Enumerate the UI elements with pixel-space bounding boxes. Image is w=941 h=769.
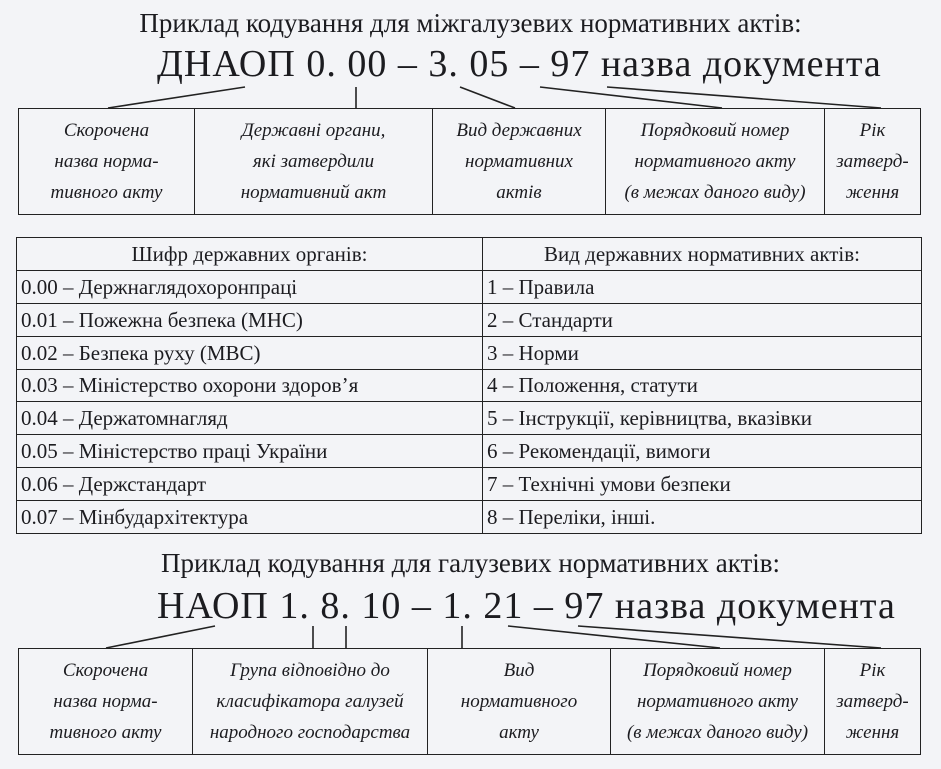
code1-prefix: ДНАОП <box>157 43 296 85</box>
table-cell: 2 – Стандарти <box>483 303 922 336</box>
table-cell: 0.01 – Пожежна безпека (МНС) <box>17 303 483 336</box>
code1-year: 97 <box>550 43 591 85</box>
code1-group3: 3. <box>428 43 459 85</box>
code2-group5: 21 <box>483 585 524 627</box>
code1-dash1: – <box>397 43 418 85</box>
section2-heading: Приклад кодування для галузевих нормативних актів: <box>160 548 781 578</box>
table-cell: 6 – Рекомендації, вимоги <box>483 435 922 468</box>
connector-2a <box>106 626 215 648</box>
code1-title: назва документа <box>600 43 882 85</box>
code2-title: назва документа <box>614 585 896 627</box>
table-cell: 0.04 – Держатомнагляд <box>17 402 483 435</box>
code2-group3: 10 <box>361 585 402 627</box>
section1-box-number: Порядковий номер нормативного акту (в межах даного виду) <box>606 109 825 214</box>
table-cell: 0.03 – Міністерство охорони здоров’я <box>17 369 483 402</box>
section2-box-abbrev: Скорочена назва норма- тивного акту <box>19 649 193 754</box>
table-cell: 0.00 – Держнаглядохоронпраці <box>17 270 483 303</box>
section2-explanation-row <box>18 648 921 755</box>
table-cell: 1 – Правила <box>483 270 922 303</box>
code2-prefix: НАОП <box>157 585 269 627</box>
header-authority-codes: Шифр державних органів: <box>17 238 483 271</box>
table-cell: 8 – Переліки, інші. <box>483 501 922 534</box>
code1-group1: 0. <box>306 43 337 85</box>
section2-box-kind: Вид нормативного акту <box>428 649 611 754</box>
table-cell: 0.05 – Міністерство праці України <box>17 435 483 468</box>
section1-box-authorities: Державні органи, які затвердили нормативний акт <box>195 109 433 214</box>
table-cell: 0.02 – Безпека руху (МВС) <box>17 336 483 369</box>
section1-box-abbrev: Скорочена назва норма- тивного акту <box>19 109 195 214</box>
code2-group4: 1. <box>442 585 473 627</box>
header-act-kinds: Вид державних нормативних актів: <box>483 238 922 271</box>
code2-dash1: – <box>411 585 432 627</box>
table-cell: 0.06 – Держстандарт <box>17 468 483 501</box>
table-cell: 3 – Норми <box>483 336 922 369</box>
section2-box-number: Порядковий номер нормативного акту (в межах даного виду) <box>611 649 825 754</box>
code2-dash2: – <box>533 585 554 627</box>
table-cell: 5 – Інструкції, керівництва, вказівки <box>483 402 922 435</box>
section1-box-kind: Вид державних нормативних актів <box>433 109 606 214</box>
code1-group4: 05 <box>469 43 510 85</box>
code1-group2: 00 <box>347 43 388 85</box>
code2-year: 97 <box>564 585 605 627</box>
table-cell: 7 – Технічні умови безпеки <box>483 468 922 501</box>
connector-2f <box>578 626 881 648</box>
section1-heading: Приклад кодування для міжгалузевих нормативних актів: <box>139 8 802 38</box>
code2-group2: 8. <box>320 585 351 627</box>
code2-group1: 1. <box>279 585 310 627</box>
code1-dash2: – <box>519 43 540 85</box>
table-cell: 4 – Положення, статути <box>483 369 922 402</box>
table-cell: 0.07 – Мінбудархітектура <box>17 501 483 534</box>
section2-box-industry-group: Група відповідно до класифікатора галузей народного господарства <box>193 649 428 754</box>
section2-box-year: Рік затверд- ження <box>836 660 909 743</box>
section1-box-year: Рік затверд- ження <box>836 120 909 203</box>
